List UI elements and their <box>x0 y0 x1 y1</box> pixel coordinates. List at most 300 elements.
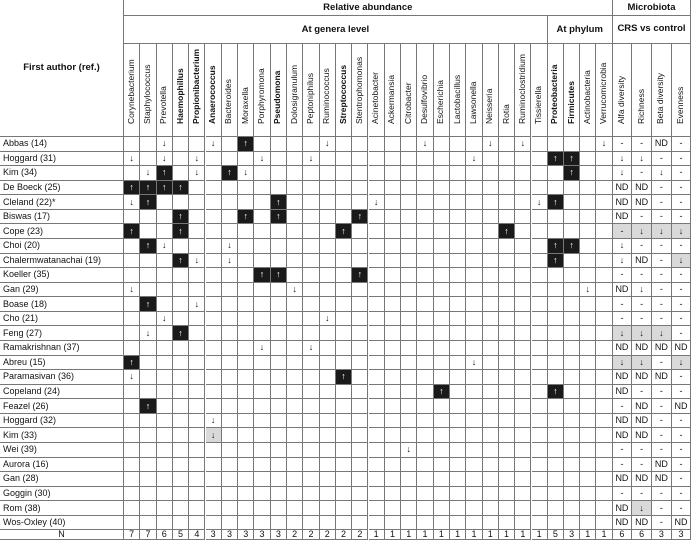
data-cell <box>401 239 417 254</box>
data-cell <box>287 428 303 443</box>
data-cell: - <box>652 297 672 312</box>
data-cell <box>515 166 531 181</box>
column-label: Lactobacillus <box>451 74 462 124</box>
data-cell <box>189 210 205 225</box>
data-cell <box>596 152 612 167</box>
column-header-firmicutes <box>564 44 580 137</box>
data-cell <box>320 181 336 196</box>
data-cell <box>385 137 401 152</box>
column-header-acinetobacter <box>369 44 385 137</box>
data-cell: - <box>652 312 672 327</box>
data-cell <box>466 166 482 181</box>
data-cell <box>450 399 466 414</box>
data-cell <box>596 341 612 356</box>
data-cell <box>140 312 156 327</box>
n-count: 1 <box>401 530 417 540</box>
data-cell <box>596 195 612 210</box>
data-cell <box>401 297 417 312</box>
data-cell <box>271 501 287 516</box>
data-cell <box>434 516 450 531</box>
column-label: Ackermansia <box>386 74 397 124</box>
data-cell <box>238 472 254 487</box>
column-label: Actinobacteria <box>581 69 592 124</box>
data-cell <box>173 458 189 473</box>
data-cell <box>499 428 515 443</box>
data-cell <box>385 254 401 269</box>
data-cell <box>157 414 173 429</box>
data-cell <box>369 370 385 385</box>
data-cell <box>271 428 287 443</box>
data-cell <box>369 399 385 414</box>
data-cell <box>254 472 270 487</box>
data-cell <box>238 501 254 516</box>
data-cell: ND <box>672 341 692 356</box>
data-cell <box>515 385 531 400</box>
data-cell <box>352 341 368 356</box>
data-cell: - <box>672 195 692 210</box>
data-cell <box>401 210 417 225</box>
author-cell: Copeland (24) <box>0 385 124 400</box>
author-cell: Cho (21) <box>0 312 124 327</box>
data-cell <box>320 501 336 516</box>
data-cell <box>417 166 433 181</box>
data-cell <box>450 516 466 531</box>
data-cell <box>238 195 254 210</box>
data-cell <box>564 283 580 298</box>
data-cell <box>189 458 205 473</box>
data-cell <box>369 443 385 458</box>
data-cell <box>580 210 596 225</box>
data-cell <box>483 297 499 312</box>
data-cell <box>515 312 531 327</box>
data-cell <box>401 254 417 269</box>
data-cell <box>287 224 303 239</box>
increase-marker: ↑ <box>352 268 368 283</box>
data-cell <box>417 268 433 283</box>
data-cell <box>124 326 140 341</box>
data-cell <box>271 487 287 502</box>
data-cell <box>140 152 156 167</box>
column-header-verrucomicrobia <box>596 44 612 137</box>
data-cell <box>140 283 156 298</box>
n-count: 1 <box>515 530 531 540</box>
data-cell <box>238 487 254 502</box>
data-cell <box>564 268 580 283</box>
n-count: 1 <box>466 530 482 540</box>
data-cell <box>189 181 205 196</box>
author-cell: Choi (20) <box>0 239 124 254</box>
data-cell <box>222 326 238 341</box>
data-cell <box>596 487 612 502</box>
author-cell: Ramakrishnan (37) <box>0 341 124 356</box>
data-cell <box>564 399 580 414</box>
data-cell <box>434 283 450 298</box>
data-cell <box>303 399 319 414</box>
data-cell <box>499 326 515 341</box>
data-cell <box>189 195 205 210</box>
data-cell <box>483 385 499 400</box>
data-cell <box>336 268 352 283</box>
data-cell <box>385 297 401 312</box>
data-cell <box>254 385 270 400</box>
data-cell <box>336 472 352 487</box>
data-cell <box>157 501 173 516</box>
data-cell <box>173 472 189 487</box>
data-cell <box>206 356 222 371</box>
data-cell <box>271 458 287 473</box>
data-cell <box>548 472 564 487</box>
data-cell <box>466 254 482 269</box>
increase-marker: ↑ <box>564 239 580 254</box>
author-cell: Hoggard (31) <box>0 152 124 167</box>
decrease-marker: ↓ <box>672 356 692 371</box>
data-cell <box>222 312 238 327</box>
data-cell <box>596 399 612 414</box>
data-cell <box>434 326 450 341</box>
data-cell <box>385 341 401 356</box>
data-cell <box>417 239 433 254</box>
data-cell <box>320 414 336 429</box>
data-cell <box>206 385 222 400</box>
data-cell <box>157 283 173 298</box>
data-cell <box>336 312 352 327</box>
data-cell <box>336 195 352 210</box>
data-cell <box>352 428 368 443</box>
data-cell <box>596 458 612 473</box>
data-cell <box>222 516 238 531</box>
data-cell <box>417 210 433 225</box>
data-cell <box>173 137 189 152</box>
data-cell <box>206 501 222 516</box>
column-header-escherichia <box>434 44 450 137</box>
n-count: 7 <box>140 530 156 540</box>
data-cell <box>417 516 433 531</box>
data-cell <box>352 516 368 531</box>
data-cell <box>206 210 222 225</box>
data-cell <box>238 370 254 385</box>
author-cell: Cope (23) <box>0 224 124 239</box>
data-cell <box>564 312 580 327</box>
genera-level-header: At genera level <box>124 16 548 44</box>
data-cell <box>596 166 612 181</box>
column-label: Prevotella <box>158 85 169 124</box>
data-cell <box>417 224 433 239</box>
column-label: Firmicutes <box>565 80 576 124</box>
increase-marker: ↑ <box>140 399 156 414</box>
data-cell <box>385 283 401 298</box>
data-cell <box>596 312 612 327</box>
data-cell <box>222 268 238 283</box>
data-cell <box>352 458 368 473</box>
data-cell <box>336 239 352 254</box>
data-cell <box>532 487 548 502</box>
data-cell <box>515 181 531 196</box>
data-cell <box>140 428 156 443</box>
decrease-marker: ↓ <box>189 254 205 269</box>
data-cell <box>564 137 580 152</box>
data-cell <box>320 370 336 385</box>
data-cell <box>320 224 336 239</box>
data-cell <box>483 443 499 458</box>
column-header-lactobacillus <box>450 44 466 137</box>
data-cell <box>189 414 205 429</box>
data-cell: ND <box>613 501 633 516</box>
data-cell <box>434 458 450 473</box>
data-cell <box>450 210 466 225</box>
decrease-marker: ↓ <box>613 152 633 167</box>
data-cell <box>450 370 466 385</box>
data-cell <box>222 501 238 516</box>
data-cell <box>369 516 385 531</box>
data-cell <box>483 254 499 269</box>
author-cell: Paramasivan (36) <box>0 370 124 385</box>
data-cell <box>336 487 352 502</box>
column-label: Escherichia <box>435 79 446 124</box>
data-cell <box>499 501 515 516</box>
data-cell <box>238 399 254 414</box>
column-label: Citrobacter <box>402 81 413 124</box>
data-cell: - <box>672 443 692 458</box>
column-header-porphyromona <box>254 44 270 137</box>
n-count: 3 <box>222 530 238 540</box>
data-cell <box>254 326 270 341</box>
data-cell <box>580 370 596 385</box>
decrease-marker: ↓ <box>652 224 672 239</box>
data-cell <box>515 501 531 516</box>
data-cell <box>352 414 368 429</box>
data-cell <box>515 268 531 283</box>
data-cell <box>336 428 352 443</box>
data-cell <box>222 283 238 298</box>
data-cell <box>564 501 580 516</box>
data-cell <box>580 297 596 312</box>
data-cell <box>206 472 222 487</box>
decrease-marker: ↓ <box>632 326 652 341</box>
data-cell <box>303 326 319 341</box>
data-cell <box>124 312 140 327</box>
decrease-marker: ↓ <box>140 326 156 341</box>
data-cell <box>580 326 596 341</box>
data-cell: ND <box>632 181 652 196</box>
data-cell <box>238 385 254 400</box>
data-cell <box>336 254 352 269</box>
data-cell <box>548 501 564 516</box>
author-cell: Chalermwatanachai (19) <box>0 254 124 269</box>
data-cell <box>189 356 205 371</box>
data-cell <box>596 268 612 283</box>
data-cell <box>238 297 254 312</box>
data-cell <box>385 326 401 341</box>
data-cell: - <box>672 210 692 225</box>
author-cell: Cleland (22)* <box>0 195 124 210</box>
data-cell <box>222 137 238 152</box>
data-cell <box>385 443 401 458</box>
data-cell <box>206 254 222 269</box>
data-cell: - <box>652 428 672 443</box>
data-cell <box>499 254 515 269</box>
data-cell <box>140 516 156 531</box>
data-cell <box>532 239 548 254</box>
data-cell: - <box>632 385 652 400</box>
data-cell: ND <box>632 428 652 443</box>
n-count: 2 <box>287 530 303 540</box>
decrease-marker: ↓ <box>483 137 499 152</box>
data-cell <box>532 428 548 443</box>
data-cell: ND <box>652 341 672 356</box>
data-cell <box>254 501 270 516</box>
data-cell <box>417 152 433 167</box>
data-cell: ND <box>613 385 633 400</box>
decrease-marker: ↓ <box>596 137 612 152</box>
data-cell <box>596 356 612 371</box>
data-cell: - <box>672 458 692 473</box>
data-cell <box>238 458 254 473</box>
data-cell: - <box>613 268 633 283</box>
data-cell <box>548 341 564 356</box>
data-cell <box>352 239 368 254</box>
data-cell <box>287 399 303 414</box>
data-cell <box>271 312 287 327</box>
data-cell <box>532 341 548 356</box>
data-cell: ND <box>613 428 633 443</box>
column-header-haemophillus <box>173 44 189 137</box>
data-cell <box>189 516 205 531</box>
n-count: 3 <box>564 530 580 540</box>
data-cell <box>385 195 401 210</box>
data-cell <box>483 152 499 167</box>
data-cell <box>580 356 596 371</box>
data-cell <box>532 152 548 167</box>
data-cell <box>222 181 238 196</box>
decrease-marker: ↓ <box>124 283 140 298</box>
n-count: 6 <box>613 530 633 540</box>
author-cell: Abreu (15) <box>0 356 124 371</box>
decrease-marker: ↓ <box>613 326 633 341</box>
data-cell: - <box>672 414 692 429</box>
data-cell <box>580 137 596 152</box>
data-cell <box>336 356 352 371</box>
n-count: 6 <box>632 530 652 540</box>
data-cell: - <box>672 428 692 443</box>
data-cell <box>320 472 336 487</box>
data-cell <box>320 166 336 181</box>
data-cell <box>287 137 303 152</box>
data-cell <box>287 370 303 385</box>
column-header-dolosigranulum <box>287 44 303 137</box>
data-cell: - <box>672 181 692 196</box>
data-cell <box>532 137 548 152</box>
column-label: Alfa diversity <box>615 75 626 124</box>
data-cell <box>596 254 612 269</box>
data-cell <box>434 297 450 312</box>
data-cell <box>140 472 156 487</box>
n-count: 1 <box>450 530 466 540</box>
data-cell <box>238 414 254 429</box>
decrease-marker: ↓ <box>613 356 633 371</box>
data-cell: - <box>672 283 692 298</box>
data-cell <box>271 254 287 269</box>
data-cell <box>271 224 287 239</box>
data-cell <box>434 443 450 458</box>
data-cell <box>320 385 336 400</box>
data-cell <box>206 370 222 385</box>
data-cell <box>303 137 319 152</box>
data-cell <box>189 137 205 152</box>
data-cell <box>466 370 482 385</box>
data-cell <box>303 501 319 516</box>
data-cell <box>564 472 580 487</box>
data-cell <box>580 239 596 254</box>
data-cell <box>352 356 368 371</box>
data-cell <box>206 152 222 167</box>
column-header-corynebacterium <box>124 44 140 137</box>
data-cell <box>287 458 303 473</box>
column-label: Stentrophomonas <box>353 56 364 124</box>
data-cell <box>303 458 319 473</box>
data-cell <box>271 239 287 254</box>
data-cell <box>140 341 156 356</box>
data-cell: - <box>672 166 692 181</box>
data-cell <box>450 312 466 327</box>
data-cell <box>254 137 270 152</box>
data-cell <box>580 268 596 283</box>
data-cell <box>124 297 140 312</box>
increase-marker: ↑ <box>548 385 564 400</box>
decrease-marker: ↓ <box>254 152 270 167</box>
n-count: 1 <box>434 530 450 540</box>
data-cell <box>336 385 352 400</box>
data-cell <box>483 399 499 414</box>
data-cell <box>222 297 238 312</box>
data-cell <box>238 152 254 167</box>
data-cell <box>499 487 515 502</box>
data-cell <box>515 370 531 385</box>
data-cell <box>206 166 222 181</box>
data-cell <box>206 516 222 531</box>
data-cell: ND <box>652 458 672 473</box>
data-cell <box>238 181 254 196</box>
data-cell: - <box>652 501 672 516</box>
data-cell: ND <box>613 341 633 356</box>
decrease-marker: ↓ <box>124 370 140 385</box>
data-cell <box>369 341 385 356</box>
data-cell <box>369 312 385 327</box>
data-cell <box>157 326 173 341</box>
increase-marker: ↑ <box>222 166 238 181</box>
data-cell <box>336 516 352 531</box>
n-count: 3 <box>271 530 287 540</box>
column-label: Richness <box>635 88 646 124</box>
data-cell: - <box>652 210 672 225</box>
data-cell <box>466 312 482 327</box>
data-cell: ND <box>632 341 652 356</box>
increase-marker: ↑ <box>271 195 287 210</box>
data-cell <box>580 254 596 269</box>
data-cell <box>483 414 499 429</box>
increase-marker: ↑ <box>271 268 287 283</box>
data-cell <box>515 428 531 443</box>
data-cell <box>222 195 238 210</box>
data-cell <box>499 181 515 196</box>
data-cell <box>499 341 515 356</box>
data-cell <box>222 399 238 414</box>
data-cell <box>564 297 580 312</box>
first-author-header: First author (ref.) <box>0 0 124 137</box>
data-cell <box>385 458 401 473</box>
data-cell <box>303 487 319 502</box>
data-cell: ND <box>613 516 633 531</box>
data-cell <box>515 516 531 531</box>
